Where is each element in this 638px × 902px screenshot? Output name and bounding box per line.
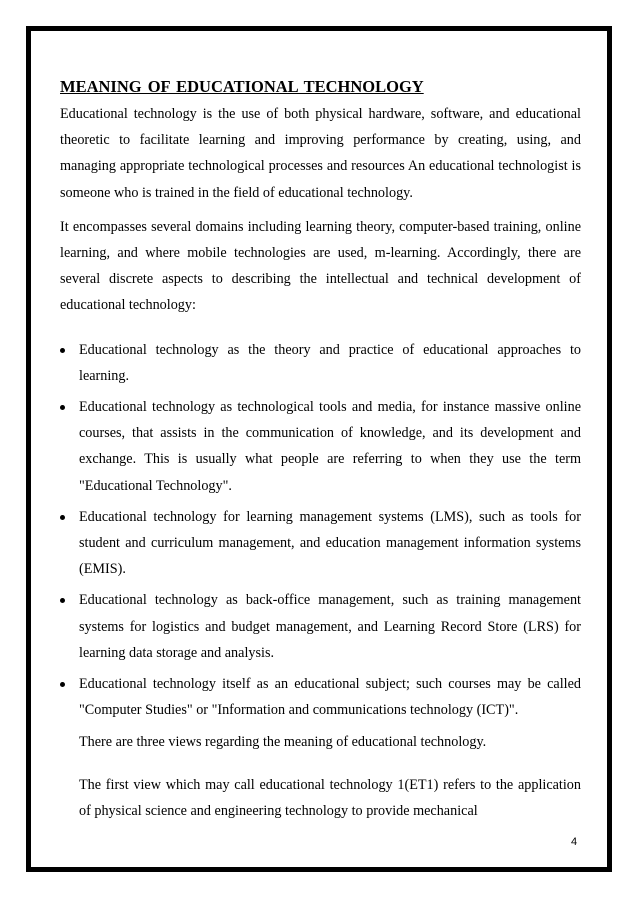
list-item [60, 504, 581, 583]
list-item-text: Educational technology itself as an educational subject; such courses may be called "Computer Studies" or "Information and communications technology (ICT)". [79, 676, 581, 719]
bullet-icon [60, 515, 65, 520]
page-title: MEANING OF EDUCATIONAL TECHNOLOGY [60, 77, 424, 96]
bullet-icon [60, 598, 65, 603]
bullet-icon [60, 682, 65, 687]
domains-paragraph: It encompasses several domains including learning theory, computer-based training, online learning, and where mobile technologies are used, m-learning. Accordingly, there are several discrete aspects to describing the intellectual and technical development of educational technology: [60, 218, 581, 314]
bullet-icon [60, 405, 65, 410]
definition-paragraph: Educational technology is the use of both physical hardware, software, and educational theoretic to facilitate learning and improving performance by creating, using, and managing appropriate technological processes and resources An educational technologist is someone who is trained in the field of educational technology. [60, 106, 581, 201]
list-item [60, 671, 581, 723]
list-item [60, 587, 581, 666]
page-number: 4 [571, 836, 578, 848]
aspects-list [60, 337, 581, 724]
list-item-text: Educational technology for learning management systems (LMS), such as tools for student and curriculum management, and education management information systems (EMIS). [79, 508, 581, 578]
bullet-icon [60, 348, 65, 353]
list-item [60, 394, 581, 499]
first-view-paragraph: The first view which may call educational technology 1(ET1) refers to the application of physical science and engineering technology to provide mechanical [79, 776, 581, 819]
list-item-text: Educational technology as technological tools and media, for instance massive online courses, that assists in the communication of knowledge, and its development and exchange. This is usually what people are referring to when they use the term "Educational Technology". [79, 399, 581, 494]
views-intro-paragraph: There are three views regarding the meaning of educational technology. [79, 734, 487, 751]
list-item-text: Educational technology as the theory and practice of educational approaches to learning. [79, 341, 581, 384]
list-item-text: Educational technology as back-office management, such as training management systems for logistics and budget management, and Learning Record Store (LRS) for learning data storage and analysis. [79, 592, 581, 661]
document-body [60, 76, 581, 824]
list-item [60, 337, 581, 389]
